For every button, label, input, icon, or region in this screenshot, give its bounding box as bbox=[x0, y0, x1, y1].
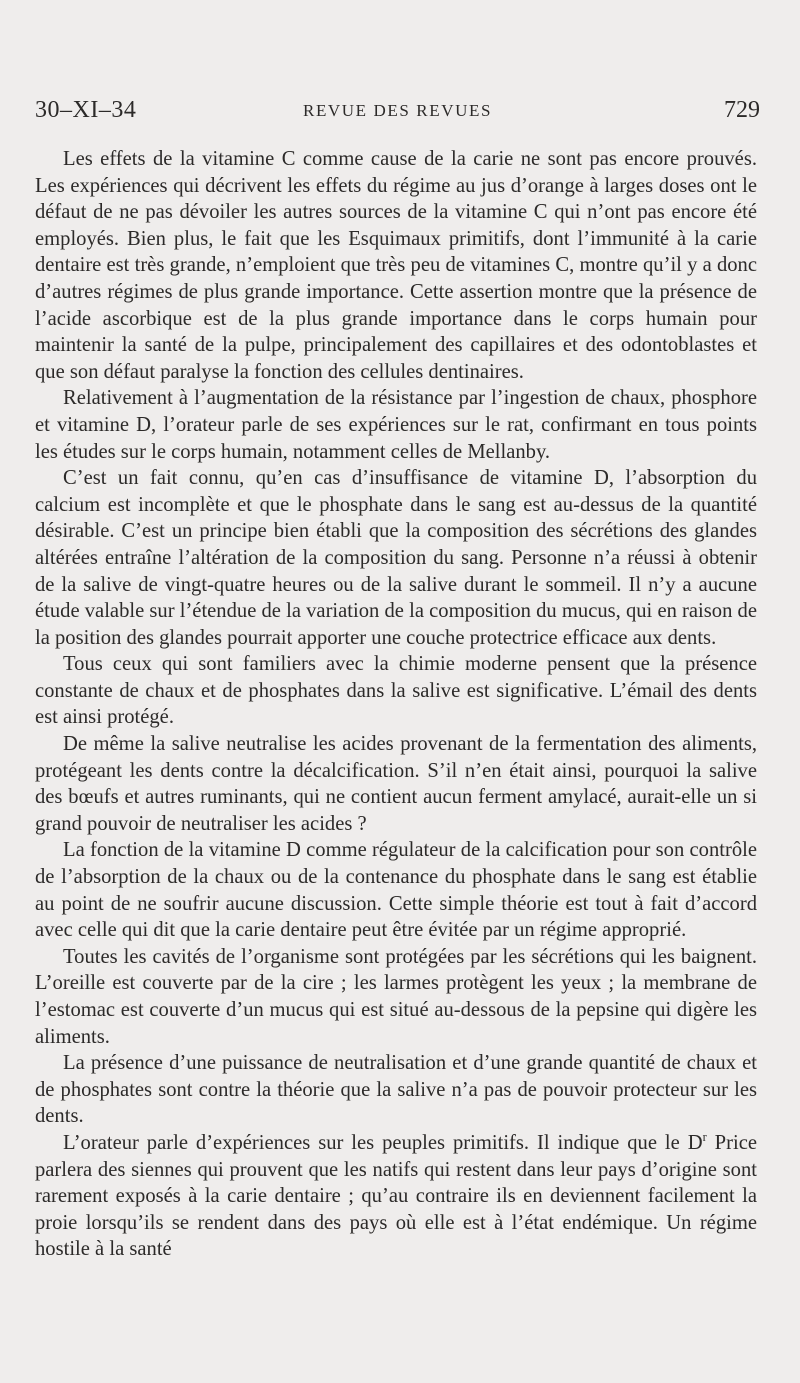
paragraph: Relativement à l’augmentation de la résistance par l’ingestion de chaux, phosphore et vitamine D, l’orateur parle de ses expériences sur le rat, confirmant en tous points les études sur le corps humain, notamment celles de Mellanby. bbox=[35, 387, 757, 463]
paragraph: De même la salive neutralise les acides provenant de la fermentation des aliments, protégeant les dents contre la décalcification. S’il n’en était ainsi, pourquoi la salive des bœufs et autres ruminants, qui ne contient aucun ferment amylacé, aurait-elle un si grand pouvoir de neutraliser les acides ? bbox=[35, 733, 757, 835]
paragraph-text-start: L’orateur parle d’expériences sur les peuples primitifs. Il indique que le D bbox=[63, 1131, 703, 1154]
paragraph-text-end: Price parlera des siennes qui prouvent que les natifs qui restent dans leur pays d’origine sont rarement exposés à la carie dentaire ; qu’au contraire ils en deviennent facilement la proie lorsqu’ils se rendent dans des pays où elle est à l’état endémique. Un régime hostile à la santé bbox=[35, 1131, 757, 1261]
page-number: 729 bbox=[724, 97, 760, 123]
paragraph: La présence d’une puissance de neutralisation et d’une grande quantité de chaux et de phosphates sont contre la théorie que la salive n’a pas de pouvoir protecteur sur les dents. bbox=[35, 1052, 757, 1128]
paragraph: C’est un fait connu, qu’en cas d’insuffisance de vitamine D, l’absorption du calcium est incomplète et que le phosphate dans le sang est au-dessus de la quantité désirable. C’est un principe bien établi que la composition des sécrétions des glandes altérées entraîne l’altération de la composition du sang. Personne n’a réussi à obtenir de la salive de vingt-quatre heures ou de la salive durant le sommeil. Il n’y a aucune étude valable sur l’étendue de la variation de la composition du mucus, qui en raison de la position des glandes pourrait apporter une couche protectrice efficace aux dents. bbox=[35, 467, 757, 649]
article-body bbox=[35, 146, 757, 1263]
journal-section-title: REVUE DES REVUES bbox=[303, 101, 492, 120]
paragraph: Tous ceux qui sont familiers avec la chimie moderne pensent que la présence constante de chaux et de phosphates dans la salive est significative. L’émail des dents est ainsi protégé. bbox=[35, 653, 757, 729]
header-date: 30–XI–34 bbox=[35, 97, 137, 123]
paragraph-last bbox=[35, 1130, 757, 1263]
paragraph: Toutes les cavités de l’organisme sont protégées par les sécrétions qui les baignent. L’oreille est couverte par de la cire ; les larmes protègent les yeux ; la membrane de l’estomac est couverte d’un mucus qui est situé au-dessous de la pepsine qui digère les aliments. bbox=[35, 945, 757, 1048]
paragraph: La fonction de la vitamine D comme régulateur de la calcification pour son contrôle de l’absorption de la chaux ou de la contenance du phosphate dans le sang est établie au point de ne soufrir aucune discussion. Cette simple théorie est tout à fait d’accord avec celle qui dit que la carie dentaire peut être évitée par un régime approprié. bbox=[35, 839, 757, 942]
paragraph: Les effets de la vitamine C comme cause de la carie ne sont pas encore prouvés. Les expériences qui décrivent les effets du régime au jus d’orange à larges doses ont le défaut de ne pas dévoiler les autres sources de la vitamine C qui n’ont pas encore été employés. Bien plus, le fait que les Esquimaux primitifs, dont l’immunité à la carie dentaire est très grande, n’emploient que très peu de vitamines C, montre qu’il y a donc d’autres régimes de plus grande importance. Cette assertion montre que la présence de l’acide ascorbique est de la plus grande importance dans le corps humain pour maintenir la santé de la pulpe, principalement des capillaires et des odontoblastes et que son défaut paralyse la fonction des cellules dentinaires. bbox=[35, 148, 757, 383]
running-header bbox=[35, 97, 760, 127]
title-abbreviation-superscript: r bbox=[702, 1130, 707, 1145]
